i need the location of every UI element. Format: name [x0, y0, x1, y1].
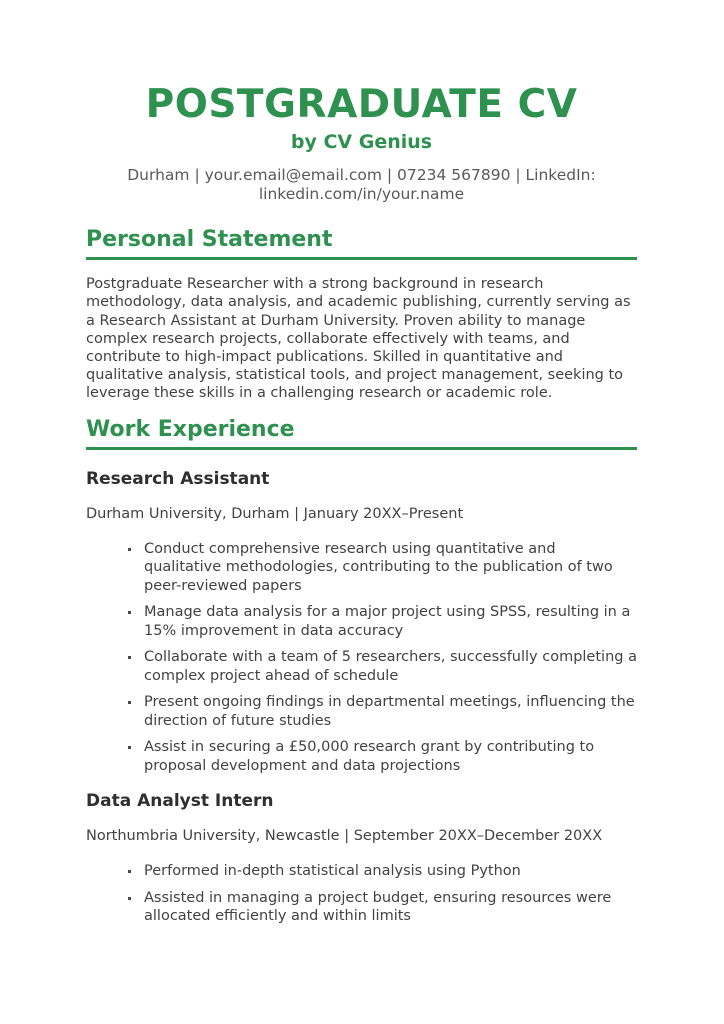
- cv-title: POSTGRADUATE CV: [145, 82, 578, 127]
- job-bullets: [86, 540, 637, 776]
- section-heading-work-experience: Work Experience: [86, 417, 637, 450]
- bullet-item: Assist in securing a £50,000 research grant by contributing to proposal development and data projections: [127, 738, 637, 775]
- job-meta: Northumbria University, Newcastle | September 20XX–December 20XX: [86, 828, 603, 845]
- job-title: Research Assistant: [86, 468, 270, 489]
- section-work-experience: [86, 417, 637, 926]
- bullet-item: Collaborate with a team of 5 researchers, successfully completing a complex project ahead of schedule: [127, 648, 637, 685]
- cv-header: [86, 84, 637, 204]
- contact-line-1: Durham | your.email@email.com | 07234 567890 | LinkedIn:: [127, 166, 596, 185]
- job-bullets: [86, 862, 637, 926]
- bullet-item: Conduct comprehensive research using quantitative and qualitative methodologies, contributing to the publication of two peer-reviewed papers: [127, 540, 637, 596]
- cv-subtitle: by CV Genius: [290, 131, 433, 154]
- contact-info: [86, 166, 637, 204]
- personal-statement-text: Postgraduate Researcher with a strong background in research methodology, data analysis, and academic publishing, currently serving as a Research Assistant at Durham University. Proven ability to manage complex research projects, collaborate effectively with teams, and contribute to high-impact publications. Skilled in quantitative and qualitative analysis, statistical tools, and project management, seeking to leverage these skills in a challenging research or academic role.: [86, 276, 631, 402]
- contact-line-2: linkedin.com/in/your.name: [258, 185, 465, 204]
- bullet-item: Present ongoing findings in departmental meetings, influencing the direction of future studies: [127, 693, 637, 730]
- job-meta: Durham University, Durham | January 20XX–Present: [86, 505, 464, 522]
- job-entry-research-assistant: [86, 469, 637, 776]
- bullet-item: Manage data analysis for a major project using SPSS, resulting in a 15% improvement in data accuracy: [127, 603, 637, 640]
- bullet-item: Performed in-depth statistical analysis using Python: [127, 862, 637, 881]
- job-entry-data-analyst-intern: [86, 791, 637, 926]
- section-personal-statement: [86, 227, 637, 402]
- bullet-item: Assisted in managing a project budget, ensuring resources were allocated efficiently and within limits: [127, 889, 637, 926]
- job-title: Data Analyst Intern: [86, 791, 274, 812]
- section-heading-personal-statement: Personal Statement: [86, 227, 637, 260]
